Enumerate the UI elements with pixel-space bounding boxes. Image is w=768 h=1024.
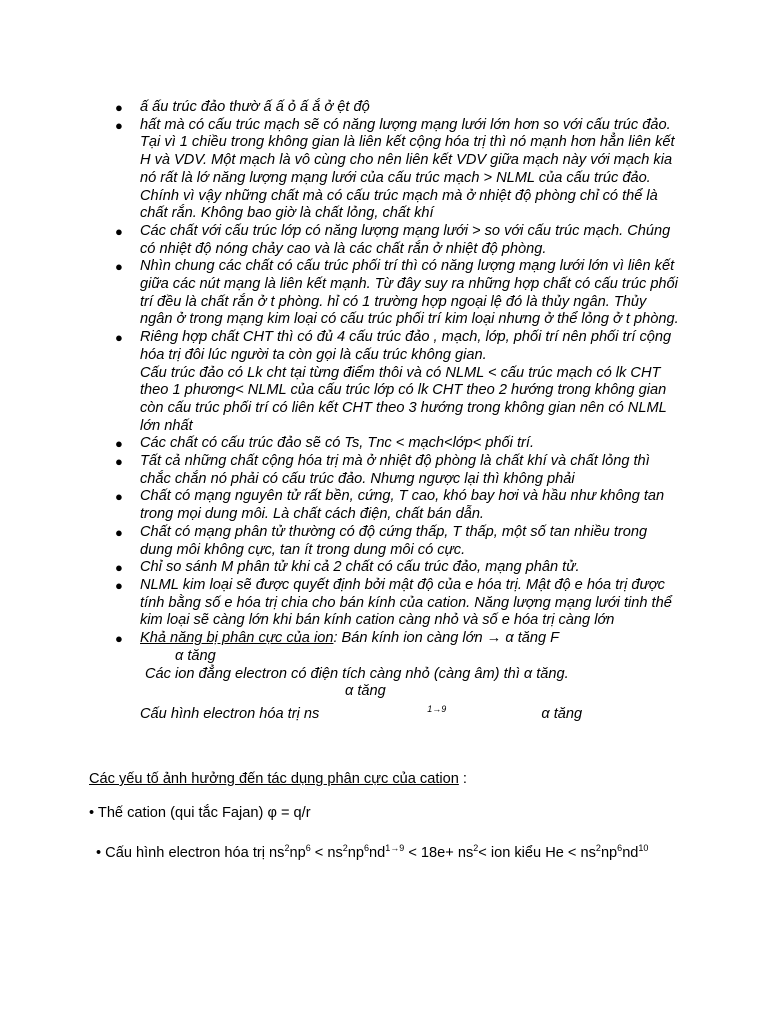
polarizability-line-3: Các ion đẳng electron có điện tích càng nhỏ (càng âm) thì α tăng. — [145, 665, 569, 682]
bullet-icon: ● — [115, 330, 123, 346]
electron-config-line: • Cấu hình electron hóa trị $ns^2np^6 < ns^2np^6nd^{1\to 9} < 18e+ ns^2<$ ion kiểu $He < ns^2np^6nd^{10}$ — [96, 843, 649, 861]
list-item-text: Chất có mạng phân tử thường có độ cứng thấp, T thấp, một số tan nhiều trong dung môi không cực, tan ít trong dung môi có cực. — [140, 523, 648, 558]
list-item — [115, 435, 680, 453]
list-item-text: hất mà có cấu trúc mạch sẽ có năng lượng mạng lưới lớn hơn so với cấu trúc đảo. Tại vì 1 chiều trong không gian là liên kết cộng hóa trị thì nó mạnh hơn hẳn liên kết H và VDV. Một mạch là vô cùng cho nên liên kết VDV giữa mạch này với mạch kia nó rất là lớ năng lượng mạng lưới của cấu trúc mạch > NLML của cấu trúc đảo. Chính vì vậy những chất mà có cấu trúc mạch mà ở nhiệt độ phòng chỉ có thể là chất rắn. Không bao giờ là chất lỏng, chất khí — [140, 116, 675, 222]
list-item — [115, 577, 680, 630]
polarizability-line — [140, 630, 680, 648]
list-item — [115, 559, 680, 577]
bullet-icon: ● — [115, 436, 123, 452]
list-item-text: Nhìn chung các chất có cấu trúc phối trí thì có năng lượng mạng lưới lớn vì liên kết giữa các nút mạng là liên kết mạnh. Từ đây suy ra những hợp chất có cấu trúc phối trí đều là chất rắn ở t phòng. hỉ có 1 trường hợp ngoại lệ đó là thủy ngân. Thủy ngân ở trong mạng kim loại có cấu trúc phối trí kim loại nhưng ở thể lỏng ở t phòng. — [140, 258, 679, 328]
list-item — [115, 99, 680, 117]
bullet-icon: ● — [115, 489, 123, 505]
polarizability-text: : Bán kính ion càng lớn → α tăng F — [333, 630, 560, 647]
list-item — [115, 488, 680, 523]
fajan-rule-line: • Thế cation (qui tắc Fajan) φ = q/r — [89, 805, 311, 821]
list-item-text: NLML kim loại sẽ được quyết định bởi mật độ của e hóa trị. Mật độ e hóa trị được tính bằng số e hóa trị chia cho bán kính của cation. Năng lượng mạng lưới tinh thể kim loại sẽ càng lớn khi bán kính cation càng nhỏ và số e hóa trị càng lớn — [140, 576, 672, 629]
list-item-text: Chỉ so sánh M phân tử khi cả 2 chất có cấu trúc đảo, mạng phân tử. — [140, 559, 580, 576]
bullet-icon: ● — [115, 223, 123, 239]
list-item-continuation: Cấu trúc đảo có Lk cht tại từng điểm thôi và có NLML < cấu trúc mạch có lk CHT theo 1 phương< NLML của cấu trúc lớp có lk CHT theo 2 hướng trong không gian còn cấu trúc phối trí có liên kết CHT theo 3 hướng trong không gian nên có NLML lớn nhất — [140, 364, 667, 434]
cation-heading: Các yếu tố ảnh hưởng đến tác dụng phân cực của cation : — [89, 771, 467, 787]
bullet-icon: ● — [115, 117, 123, 133]
bullet-icon: ● — [115, 560, 123, 576]
polarizability-line-2: α tăng — [175, 647, 216, 664]
list-item-polarizability — [115, 630, 680, 724]
list-item — [115, 329, 680, 435]
bullet-icon: ● — [115, 577, 123, 593]
polarizability-line-4: α tăng — [345, 683, 386, 700]
bullet-icon: ● — [115, 100, 123, 115]
polarizability-line-5: Cấu hình electron hóa trị ns $^{1\to 9}$ α tăng — [140, 703, 583, 722]
list-item-text: ấ ấu trúc đảo thườ ấ ấ ỏ ấ ắ ở ệt độ — [140, 99, 370, 115]
list-item — [115, 117, 680, 223]
bullet-icon: ● — [115, 524, 123, 540]
list-item-text: Chất có mạng nguyên tử rất bền, cứng, T cao, khó bay hơi và hầu như không tan trong mọi dung môi. Là chất cách điện, chất bán dẫn. — [140, 488, 665, 523]
bullet-icon: ● — [115, 454, 123, 470]
list-item — [115, 258, 680, 329]
bullet-icon: ● — [115, 631, 123, 647]
bullet-icon: ● — [115, 259, 123, 275]
list-item-text: Riêng hợp chất CHT thì có đủ 4 cấu trúc đảo , mạch, lớp, phối trí nên phối trí cộng hóa trị đôi lúc người ta còn gọi là cấu trúc không gian. — [140, 329, 672, 363]
list-item — [115, 453, 680, 488]
list-item-text: Các chất với cấu trúc lớp có năng lượng mạng lưới > so với cấu trúc mạch. Chúng có nhiệt độ nóng chảy cao và là các chất rắn ở nhiệt độ phòng. — [140, 222, 671, 257]
polarizability-label: Khả năng bị phân cực của ion — [140, 630, 334, 647]
list-item — [115, 524, 680, 559]
list-item-text: Các chất có cấu trúc đảo sẽ có Ts, Tnc < mạch<lớp< phối trí. — [140, 435, 534, 452]
bullet-list — [115, 99, 680, 724]
list-item-text: Tất cả những chất cộng hóa trị mà ở nhiệt độ phòng là chất khí và chất lỏng thì chắc chắn nó phải có cấu trúc đảo. Nhưng ngược lại thì không phải — [140, 453, 650, 487]
list-item — [115, 223, 680, 258]
